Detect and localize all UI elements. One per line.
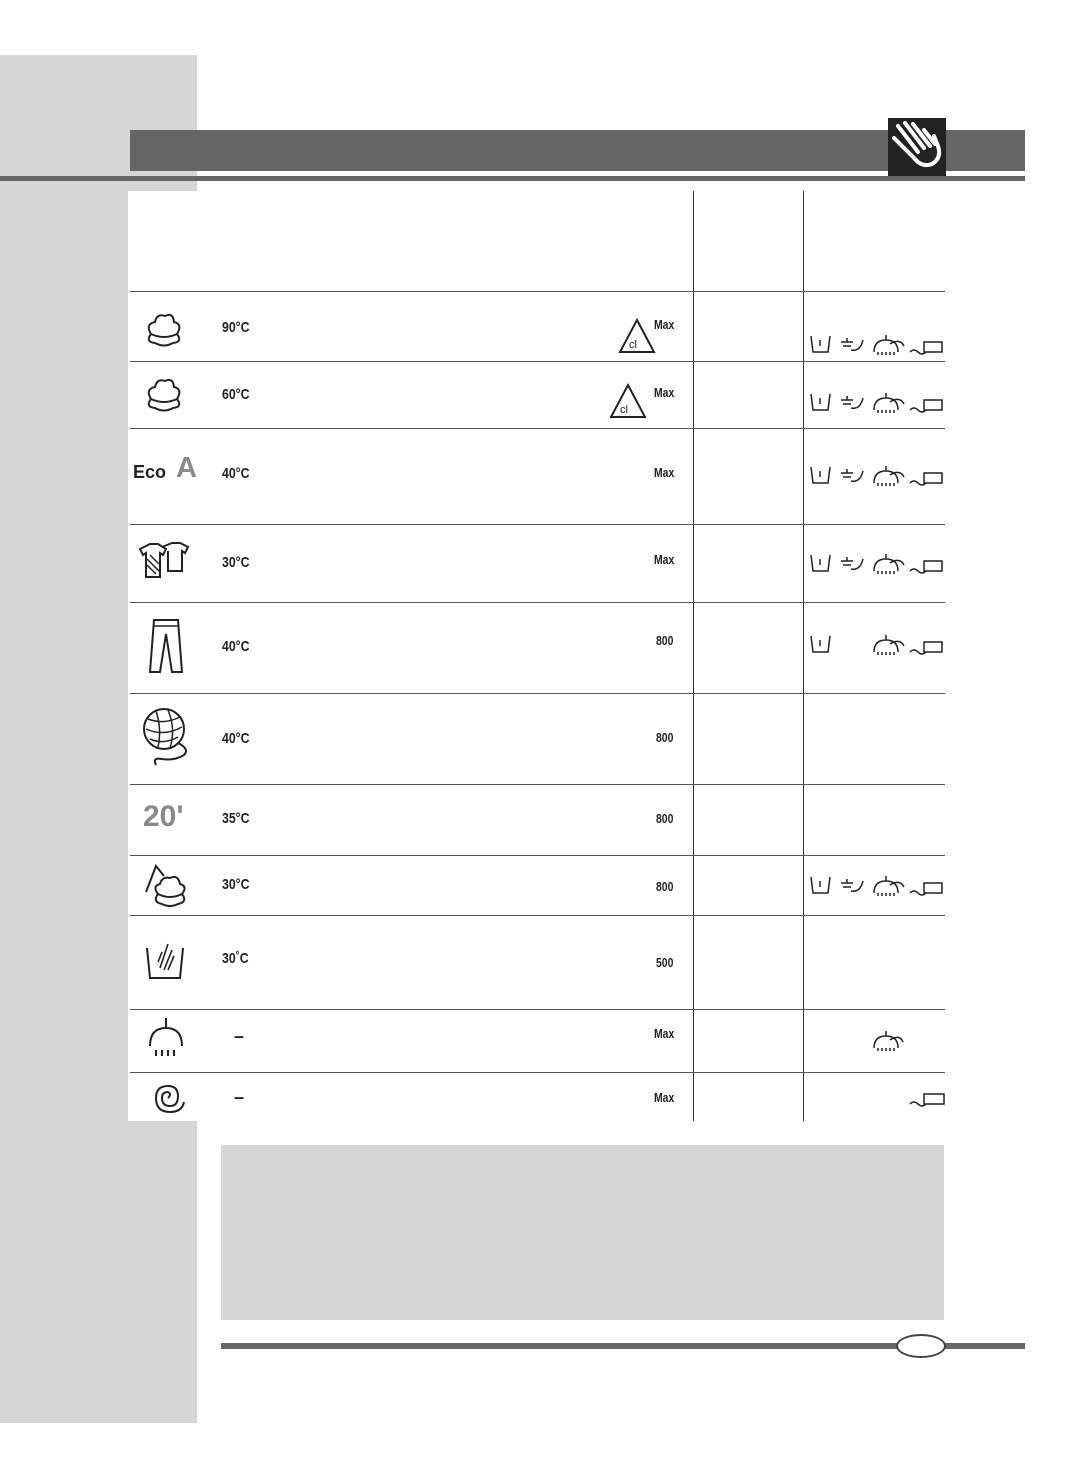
program-table (128, 191, 946, 1121)
row-divider (130, 693, 945, 694)
care-symbols (808, 463, 948, 487)
spin-speed: 800 (656, 730, 674, 745)
eco-label: Eco (133, 462, 167, 482)
column-divider (693, 191, 694, 1121)
care-symbols (808, 390, 948, 414)
wool-yarn-icon (138, 705, 194, 767)
temperature: 40°C (222, 465, 250, 482)
row-divider (130, 855, 945, 856)
temperature: 30°C (222, 876, 250, 893)
rinse-care-icon (872, 1028, 904, 1052)
row-divider (130, 524, 945, 525)
jeans-icon (148, 618, 184, 674)
spin-speed: Max (654, 385, 675, 400)
spin-icon (148, 1080, 188, 1116)
spin-speed: 500 (656, 955, 674, 970)
spin-speed: Max (654, 1026, 675, 1041)
cotton-icon (143, 375, 185, 415)
rinse-icon (146, 1016, 186, 1058)
cotton-icon (143, 310, 185, 350)
spin-speed: Max (654, 552, 675, 567)
temperature: – (234, 1087, 245, 1107)
page-number-oval (896, 1334, 946, 1358)
care-symbols (808, 332, 948, 356)
row-divider (130, 428, 945, 429)
row-divider (130, 291, 945, 292)
svg-text:cl: cl (629, 339, 637, 351)
care-symbols (808, 551, 948, 575)
temperature: 35°C (222, 810, 250, 827)
care-symbols (808, 873, 948, 897)
column-divider (803, 191, 804, 1121)
row-divider (130, 784, 945, 785)
row-divider (130, 1072, 945, 1073)
chlorine-bleach-icon (618, 318, 656, 354)
temperature: 90°C (222, 319, 250, 336)
spin-speed: Max (654, 317, 675, 332)
hand-icon (888, 118, 946, 176)
svg-text:cl: cl (620, 404, 628, 416)
header-rule (0, 176, 1025, 181)
temperature: 40°C (222, 730, 250, 747)
temperature: 30˚C (222, 950, 249, 967)
mixed-shirts-icon (138, 541, 190, 581)
row-divider (130, 602, 945, 603)
spin-care-icon (908, 1084, 948, 1108)
delicate-cotton-icon (142, 862, 190, 910)
spin-speed: 800 (656, 633, 674, 648)
spin-speed: 800 (656, 811, 674, 826)
row-divider (130, 915, 945, 916)
care-symbols (808, 632, 948, 656)
spin-speed: 800 (656, 879, 674, 894)
hand-wash-icon (144, 940, 186, 982)
eco-letter: A (176, 452, 197, 484)
quick-20-icon: 20' (143, 800, 184, 833)
row-divider (130, 1009, 945, 1010)
temperature: – (234, 1026, 245, 1046)
spin-speed: Max (654, 1090, 675, 1105)
temperature: 40°C (222, 638, 250, 655)
chlorine-bleach-icon (609, 383, 647, 419)
row-divider (130, 361, 945, 362)
temperature: 60°C (222, 386, 250, 403)
spin-speed: Max (654, 465, 675, 480)
temperature: 30°C (222, 554, 250, 571)
note-box (221, 1145, 944, 1320)
